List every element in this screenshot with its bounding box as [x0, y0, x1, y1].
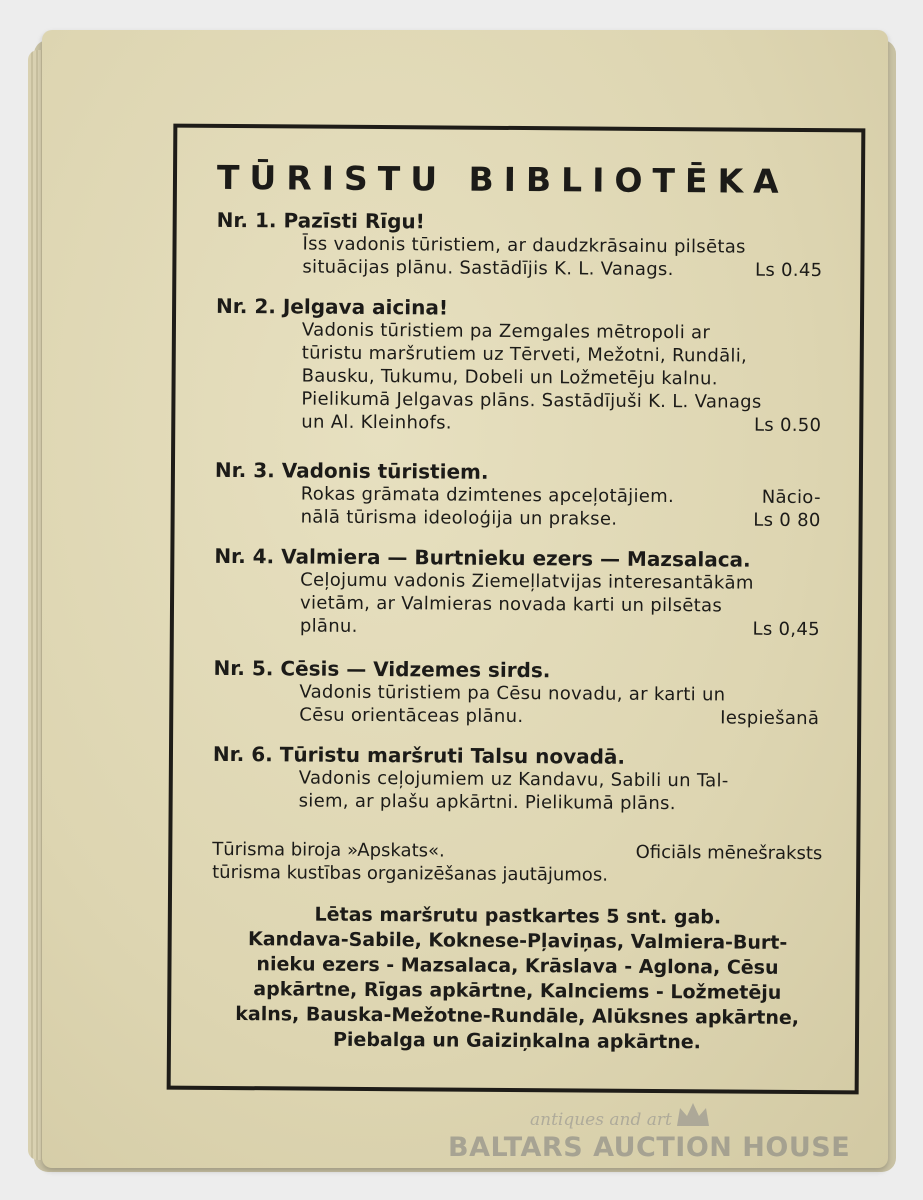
entry-2 [215, 293, 822, 437]
postcards-list-line: kalns, Bauska-Mežotne-Rundāle, Alūksnes apkārtne, [235, 1003, 800, 1029]
bureau-desc-cont: tūrisma kustības organizēšanas jautājumos. [212, 861, 609, 886]
desc-price: Ls 0 80 [753, 509, 821, 532]
entry-1 [216, 207, 823, 282]
entry-name: Jelgava aicina! [282, 294, 449, 320]
entry-5 [213, 655, 820, 730]
entry-number: Nr. 4. [214, 543, 275, 569]
entry-number: Nr. 1. [216, 207, 277, 233]
desc-status: Iespiešanā [720, 707, 820, 730]
entry-name: Cēsis — Vidzemes sirds. [280, 656, 551, 683]
entry-name: Tūristu maršruti Talsu novadā. [279, 742, 626, 769]
desc-line: Cēsu orientāceas plānu. [299, 704, 524, 728]
entry-3 [214, 457, 821, 532]
desc-line: Vadonis tūristiem pa Zemgales mētropoli ar [301, 319, 711, 344]
desc-price: Ls 0.50 [753, 414, 822, 437]
desc-line-end: Nācio- [761, 486, 821, 509]
desc-line: Īss vadonis tūristiem, ar daudzkrāsainu pilsētas [302, 233, 746, 258]
entry-description [300, 568, 820, 641]
catalog-frame [167, 124, 866, 1095]
catalog-title: TŪRISTU BIBLIOTĒKA [216, 157, 789, 201]
entry-number: Nr. 5. [213, 655, 274, 681]
entry-number: Nr. 2. [216, 293, 277, 319]
desc-line: situācijas plānu. Sastādījis K. L. Vanags. [302, 256, 674, 281]
desc-line: un Al. Kleinhofs. [301, 411, 452, 434]
desc-line: Bausku, Tukumu, Dobeli un Ložmetēju kalnu. [301, 365, 718, 390]
book-back-cover [42, 30, 888, 1168]
desc-line: Rokas grāmata dzimtenes apceļotājiem. [300, 483, 675, 508]
postcards-list-line: apkārtne, Rīgas apkārtne, Kalnciems - Ložmetēju [253, 978, 782, 1004]
entry-description [302, 233, 822, 283]
entry-6 [213, 742, 813, 816]
desc-line: nālā tūrisma ideoloģija un prakse. [300, 506, 618, 530]
auction-watermark [448, 1110, 868, 1170]
bureau-section [212, 838, 822, 888]
desc-line: Ceļojumu vadonis Ziemeļlatvijas interesantākām [300, 569, 754, 594]
desc-price: Ls 0.45 [754, 259, 823, 282]
entry-description [299, 766, 819, 816]
entry-description [299, 680, 819, 730]
postcards-list-line: nieku ezers - Mazsalaca, Krāslava - Aglona, Cēsu [256, 953, 779, 979]
postcards-list-line: Piebalga un Gaiziņkalna apkārtne. [332, 1028, 701, 1054]
bureau-desc: Oficiāls mēnešraksts [635, 841, 823, 865]
desc-line: Vadonis ceļojumiem uz Kandavu, Sabili un Tal- [298, 767, 729, 792]
desc-line: siem, ar plašu apkārtni. Pielikumā plāns. [298, 790, 676, 815]
entry-number: Nr. 3. [214, 457, 275, 483]
entry-4 [214, 543, 820, 641]
desc-price: Ls 0,45 [752, 618, 820, 641]
entry-name: Pazīsti Rīgu! [283, 208, 425, 234]
desc-line: tūristu maršrutiem uz Tērveti, Mežotni, Rundāli, [301, 342, 748, 367]
crown-icon [674, 1100, 712, 1130]
entry-description [301, 318, 822, 437]
desc-line: Vadonis tūristiem pa Cēsu novadu, ar karti un [299, 681, 726, 706]
entry-number: Nr. 6. [212, 741, 273, 767]
postcards-list-line: Kandava-Sabile, Koknese-Pļaviņas, Valmiera-Burt- [247, 928, 788, 954]
watermark-brand: BALTARS AUCTION HOUSE [448, 1132, 851, 1163]
postcards-section [197, 902, 838, 1056]
desc-line: vietām, ar Valmieras novada karti un pilsētas [299, 592, 723, 617]
postcards-heading: Lētas maršrutu pastkartes 5 snt. gab. [314, 903, 722, 929]
entry-name: Vadonis tūristiem. [281, 458, 489, 484]
watermark-tagline: antiques and art [530, 1110, 672, 1130]
desc-line: Pielikumā Jelgavas plāns. Sastādījuši K. L. Vanags [301, 388, 762, 413]
entry-name: Valmiera — Burtnieku ezers — Mazsalaca. [281, 544, 751, 572]
bureau-name: Tūrisma biroja »Apskats«. [212, 838, 445, 862]
entry-description [301, 482, 821, 532]
